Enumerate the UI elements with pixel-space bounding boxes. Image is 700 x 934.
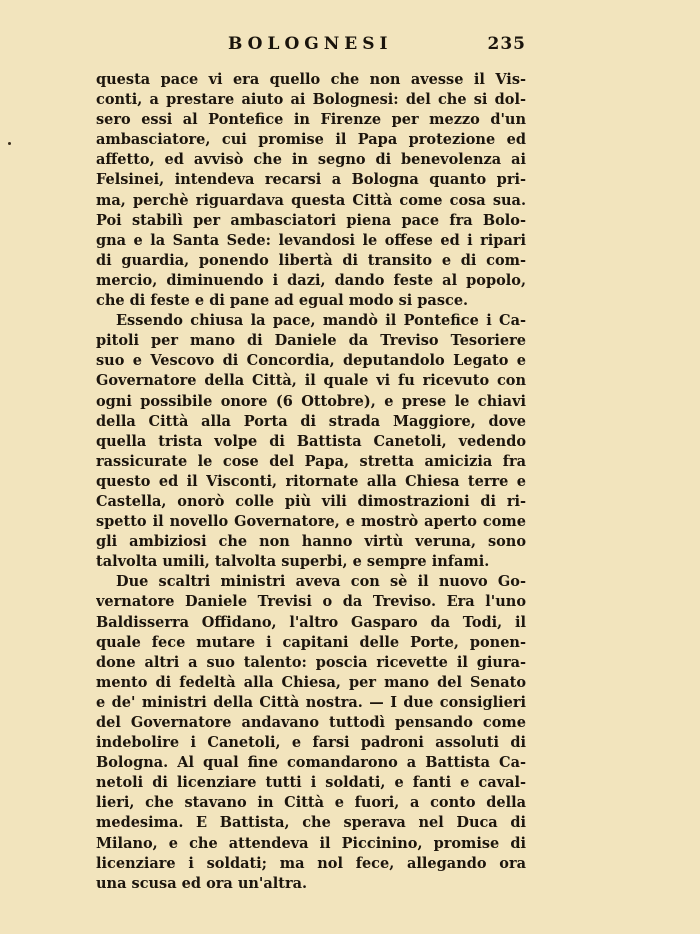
margin-speck — [8, 142, 11, 145]
text-line: sero essi al Pontefice in Firenze per mezzo d'un — [96, 111, 526, 129]
text-line: Milano, e che attendeva il Piccinino, promise di — [96, 834, 526, 852]
text-line: lieri, che stavano in Città e fuori, a conto della — [96, 794, 526, 812]
page-number: 235 — [487, 34, 526, 54]
text-line: gna e la Santa Sede: levandosi le offese ed i ripari — [96, 231, 526, 249]
text-line: Baldisserra Offidano, l'altro Gasparo da Todi, il — [96, 613, 526, 631]
text-line: vernatore Daniele Trevisi o da Treviso. Era l'uno — [96, 593, 526, 611]
text-line: medesima. E Battista, che sperava nel Duca di — [96, 814, 526, 832]
text-line: spetto il novello Governatore, e mostrò aperto come — [96, 513, 526, 531]
text-line: una scusa ed ora un'altra. — [96, 874, 308, 892]
text-line: che di feste e di pane ad egual modo si pasce. — [96, 292, 469, 310]
text-line: pitoli per mano di Daniele da Treviso Tesoriere — [96, 332, 526, 350]
running-head — [96, 34, 526, 58]
text-line: talvolta umili, talvolta superbi, e sempre infami. — [96, 553, 490, 571]
text-line: della Città alla Porta di strada Maggiore, dove — [96, 412, 526, 430]
text-line: Poi stabilì per ambasciatori piena pace fra Bolo- — [96, 211, 526, 229]
text-line: ma, perchè riguardava questa Città come cosa sua. — [96, 191, 526, 209]
paragraph-start-line: Essendo chiusa la pace, mandò il Pontefice i Ca- — [116, 312, 526, 330]
text-line: Castella, onorò colle più vili dimostrazioni di ri- — [96, 492, 526, 510]
text-line: rassicurate le cose del Papa, stretta amicizia fra — [96, 452, 526, 470]
running-title: BOLOGNESI — [228, 34, 393, 54]
text-line: e de' ministri della Città nostra. — I due consiglieri — [96, 693, 526, 711]
text-line: quella trista volpe di Battista Canetoli, vedendo — [96, 432, 526, 450]
text-line: affetto, ed avvisò che in segno di benevolenza ai — [96, 151, 526, 169]
text-line: del Governatore andavano tuttodì pensando come — [96, 714, 526, 731]
text-line: Bologna. Al qual fine comandarono a Battista Ca- — [96, 754, 526, 772]
body-text — [96, 70, 526, 894]
text-line: Governatore della Città, il quale vi fu ricevuto con — [96, 372, 526, 390]
text-line: mercio, diminuendo i dazi, dando feste al popolo, — [96, 271, 526, 289]
text-line: ogni possibile onore (6 Ottobre), e prese le chiavi — [96, 392, 526, 410]
text-line: questa pace vi era quello che non avesse il Vis- — [96, 71, 526, 88]
text-line: conti, a prestare aiuto ai Bolognesi: del che si dol- — [96, 91, 526, 109]
text-line: gli ambiziosi che non hanno virtù veruna, sono — [96, 533, 526, 551]
text-line: di guardia, ponendo libertà di transito e di com- — [96, 251, 526, 269]
text-line: questo ed il Visconti, ritornate alla Chiesa terre e — [96, 472, 526, 490]
text-line: ambasciatore, cui promise il Papa protezione ed — [96, 131, 526, 149]
paragraph-start-line: Due scaltri ministri aveva con sè il nuovo Go- — [116, 573, 526, 591]
text-line: quale fece mutare i capitani delle Porte, ponen- — [96, 633, 526, 651]
text-line: Felsinei, intendeva recarsi a Bologna quanto pri- — [96, 171, 526, 189]
text-line: netoli di licenziare tutti i soldati, e fanti e caval- — [96, 774, 526, 792]
text-line: suo e Vescovo di Concordia, deputandolo Legato e — [96, 352, 526, 370]
text-line: indebolire i Canetoli, e farsi padroni assoluti di — [96, 734, 526, 752]
text-line: done altri a suo talento: poscia ricevette il giura- — [96, 653, 526, 671]
text-line: licenziare i soldati; ma nol fece, allegando ora — [96, 854, 526, 872]
text-line: mento di fedeltà alla Chiesa, per mano del Senato — [96, 673, 526, 691]
